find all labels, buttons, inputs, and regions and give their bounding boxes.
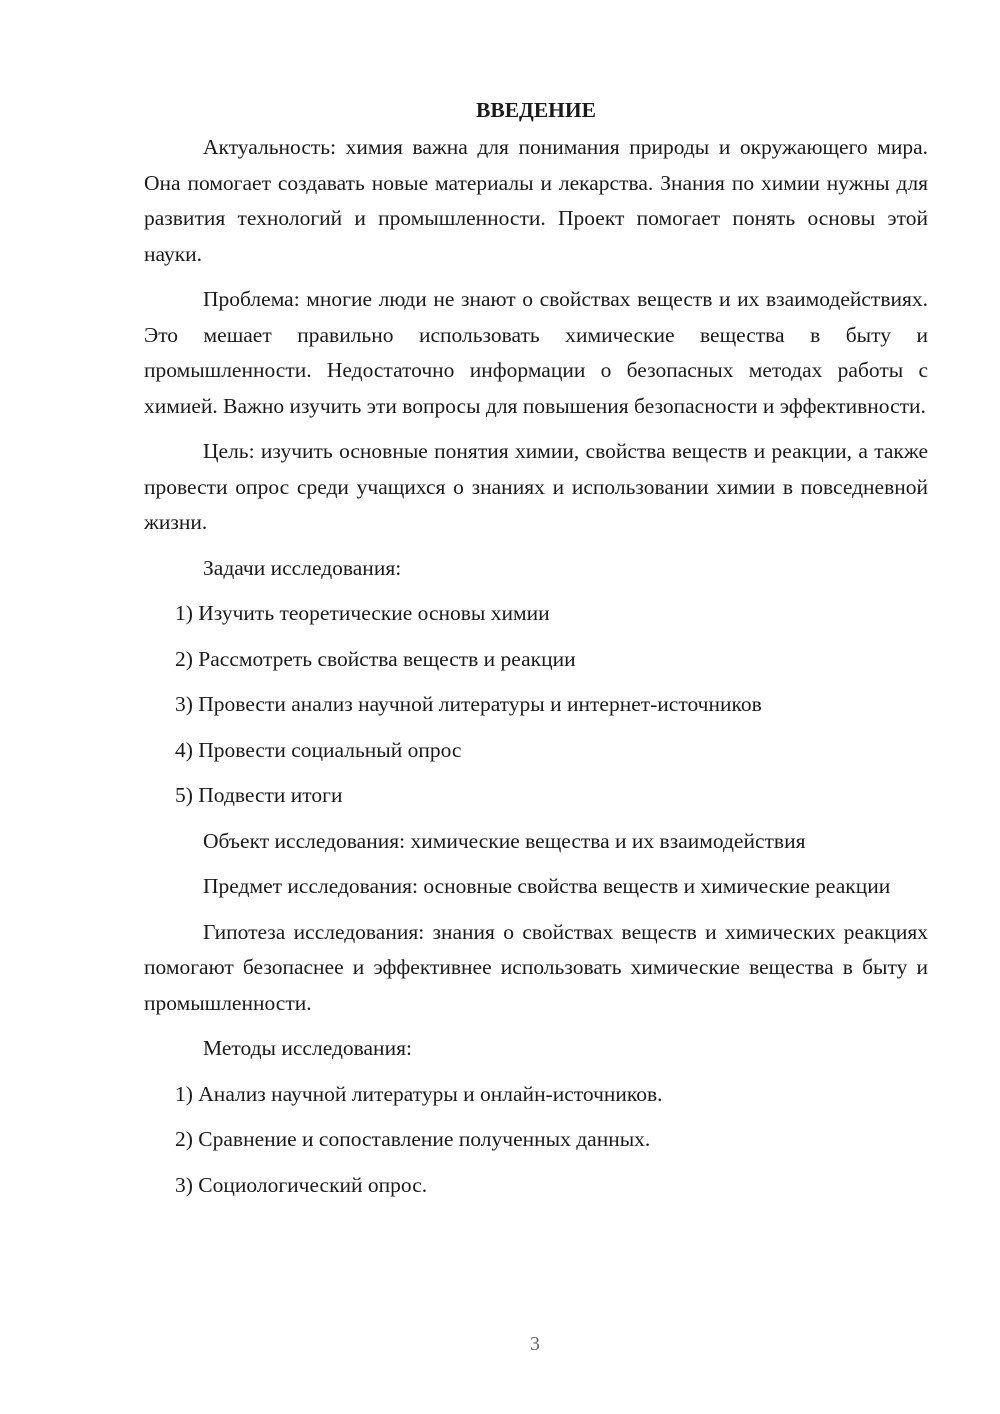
document-body — [144, 92, 928, 1213]
method-item: 2) Сравнение и сопоставление полученных данных. — [175, 1127, 651, 1151]
methods-heading: Методы исследования: — [203, 1036, 412, 1060]
page-number: 3 — [530, 1333, 540, 1355]
relevance-paragraph: Актуальность: химия важна для понимания природы и окружающего мира. Она помогает создавать новые материалы и лекарства. Знания по химии нужны для развития технологий и промышленности. Проект помогает понять основы этой науки. — [144, 135, 928, 266]
task-item: 2) Рассмотреть свойства веществ и реакции — [175, 646, 576, 671]
task-item: 3) Провести анализ научной литературы и интернет-источников — [175, 692, 762, 716]
tasks-heading: Задачи исследования: — [203, 555, 402, 580]
object-paragraph: Объект исследования: химические вещества и их взаимодействия — [203, 828, 806, 853]
task-item: 4) Провести социальный опрос — [175, 737, 462, 762]
page-title: ВВЕДЕНИЕ — [476, 98, 596, 122]
problem-paragraph: Проблема: многие люди не знают о свойствах веществ и их взаимодействиях. Это мешает правильно использовать химические вещества в быту и промышленности. Недостаточно информации о безопасных методах работы с химией. Важно изучить эти вопросы для повышения безопасности и эффективности. — [144, 287, 928, 418]
hypothesis-paragraph: Гипотеза исследования: знания о свойствах веществ и химических реакциях помогают безопаснее и эффективнее использовать химические вещества в быту и промышленности. — [144, 919, 928, 1015]
subject-paragraph: Предмет исследования: основные свойства веществ и химические реакции — [203, 874, 891, 898]
task-item: 1) Изучить теоретические основы химии — [175, 601, 550, 625]
task-item: 5) Подвести итоги — [175, 783, 343, 807]
goal-paragraph: Цель: изучить основные понятия химии, свойства веществ и реакции, а также провести опрос среди учащихся о знаниях и использовании химии в повседневной жизни. — [144, 439, 928, 534]
method-item: 3) Социологический опрос. — [175, 1172, 428, 1197]
method-item: 1) Анализ научной литературы и онлайн-источников. — [175, 1081, 663, 1106]
